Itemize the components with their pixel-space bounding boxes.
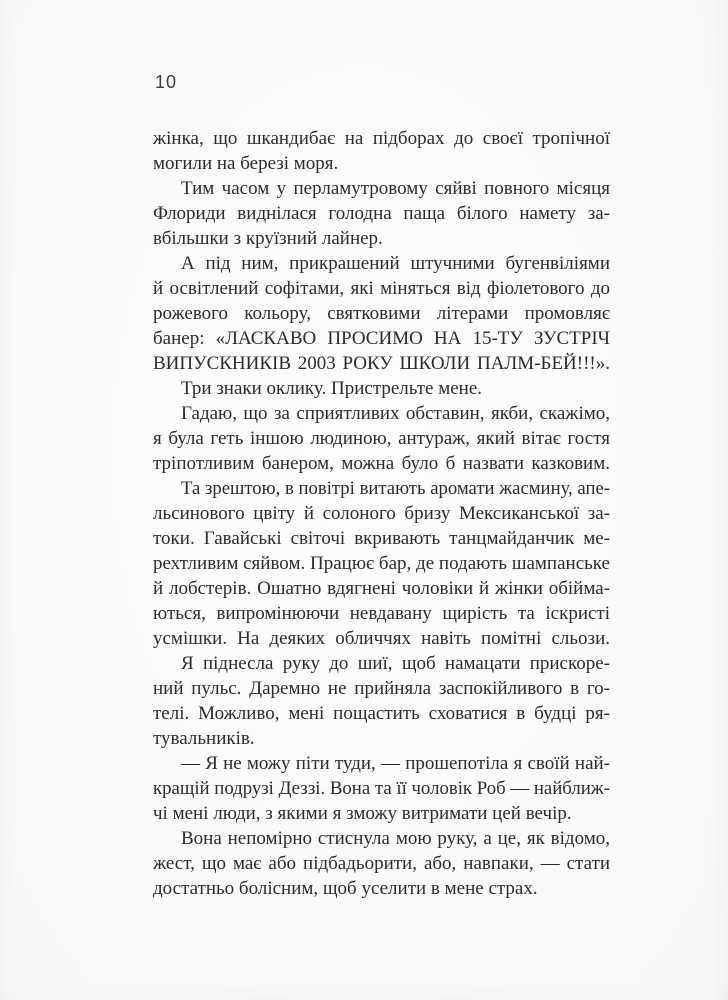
text-line: Тим часом у перламутровому сяйві повного місяця — [181, 178, 610, 199]
text-line: Та зрештою, в повітрі витають аромати жасмину, апе- — [181, 478, 610, 499]
text-line: Я піднесла руку до шиї, щоб намацати прискоре- — [181, 653, 610, 674]
text-line: я була геть іншою людиною, антураж, який вітає гостя — [153, 428, 610, 449]
text-line: Флориди виднілася голодна паща білого намету за- — [153, 203, 610, 224]
text-line: кращій подрузі Деззі. Вона та її чоловік Роб — найближ- — [153, 778, 610, 799]
text-line: жінка, що шкандибає на підборах до своєї тропічної — [153, 128, 610, 149]
page-text — [153, 126, 610, 901]
text-line: рехтливим сяйвом. Працює бар, де подають шампанське — [153, 553, 610, 574]
text-line: А під ним, прикрашений штучними бугенвіліями — [181, 253, 610, 274]
text-line: вбільшки з круїзний лайнер. — [153, 228, 383, 249]
text-line: ний пульс. Даремно не прийняла заспокійливого в го- — [153, 678, 610, 699]
page-number: 10 — [155, 72, 178, 92]
text-line: ються, випромінюючи невдавану щирість та іскристі — [153, 603, 610, 624]
text-line: льсинового цвіту й солоного бризу Мексиканської за- — [153, 503, 610, 524]
text-line: тріпотливим банером, можна було б назвати казковим. — [153, 453, 610, 474]
text-line: достатньо болісним, щоб уселити в мене страх. — [153, 878, 538, 899]
text-line: тувальників. — [153, 728, 255, 749]
text-line: ВИПУСКНИКІВ 2003 РОКУ ШКОЛИ ПАЛМ-БЕЙ!!!». — [153, 353, 610, 374]
text-line: чі мені люди, з якими я зможу витримати цей вечір. — [153, 803, 572, 824]
text-line: Три знаки оклику. Пристрельте мене. — [181, 378, 483, 399]
text-line: могили на березі моря. — [153, 153, 339, 174]
text-line: усмішки. На деяких обличчях навіть помітні сльози. — [153, 628, 610, 649]
text-line: токи. Гавайські світочі вкривають танцмайданчик ме- — [153, 528, 610, 549]
text-line: жест, що має або підбадьорити, або, навпаки, — стати — [153, 853, 610, 874]
text-line: рожевого кольору, святковими літерами промовляє — [153, 303, 610, 324]
text-line: й лобстерів. Ошатно вдягнені чоловіки й жінки обійма- — [153, 578, 610, 599]
text-line: й освітлений софітами, які міняться від фіолетового до — [153, 278, 610, 299]
text-line: телі. Можливо, мені пощастить сховатися в будці ря- — [153, 703, 610, 724]
text-line: банер: «ЛАСКАВО ПРОСИМО НА 15-ТУ ЗУСТРІЧ — [153, 328, 610, 349]
text-line: — Я не можу піти туди, — прошепотіла я своїй най- — [181, 753, 610, 774]
text-line: Вона непомірно стиснула мою руку, а це, як відомо, — [181, 828, 610, 849]
text-line: Гадаю, що за сприятливих обставин, якби, скажімо, — [181, 403, 610, 424]
